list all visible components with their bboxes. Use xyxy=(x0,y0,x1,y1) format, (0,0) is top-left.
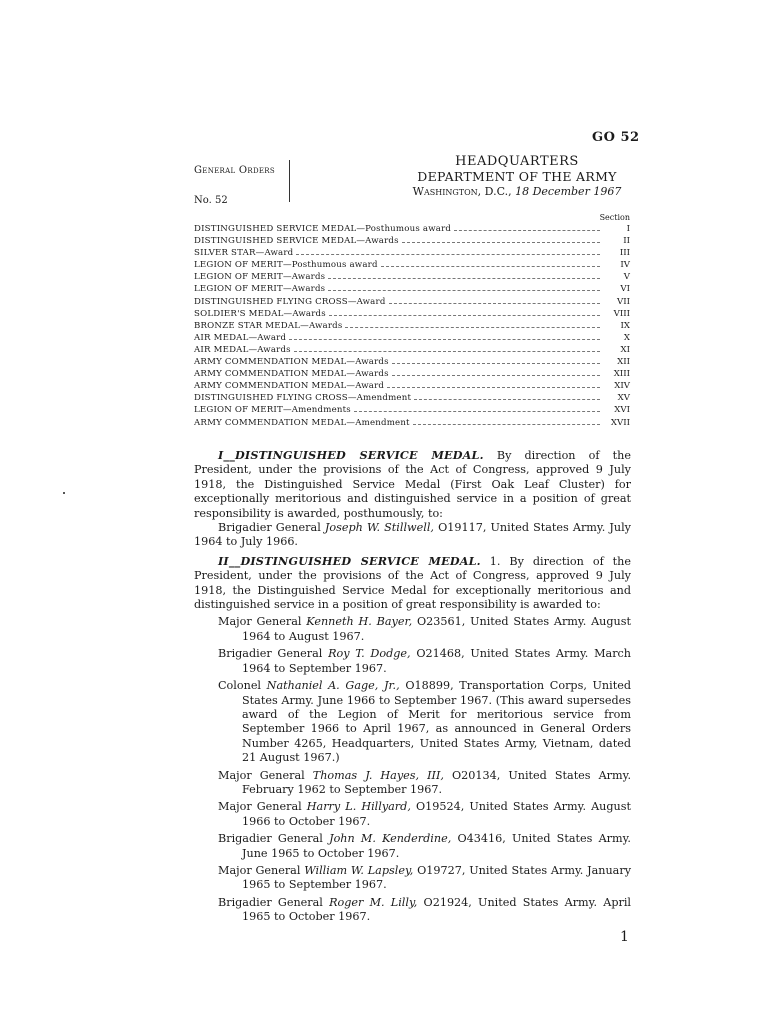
section-1-paragraph xyxy=(194,448,631,521)
recipient-name: Roger M. Lilly, xyxy=(329,895,418,909)
toc-section-number: IV xyxy=(620,260,630,271)
leader-dots xyxy=(402,242,600,243)
recipient-name: Harry L. Hillyard, xyxy=(306,800,411,814)
toc-row xyxy=(194,296,630,308)
leader-dots xyxy=(392,375,600,376)
leader-dots xyxy=(414,399,600,400)
leader-dots xyxy=(296,254,600,255)
toc-row xyxy=(194,392,630,404)
toc-row xyxy=(194,259,630,271)
toc-section-number: II xyxy=(623,236,630,247)
toc-section-number: XIV xyxy=(614,381,630,392)
recipient-details: O43416, United States Army. June 1965 to October 1967. xyxy=(242,832,631,860)
orders-number: No. 52 xyxy=(194,195,228,206)
toc-row xyxy=(194,308,630,320)
recipient-entry xyxy=(194,615,631,644)
toc-row xyxy=(194,320,630,332)
department-title: DEPARTMENT OF THE ARMY xyxy=(417,169,617,184)
toc-row xyxy=(194,223,630,235)
toc-title: AIR MEDAL—Awards xyxy=(194,344,291,355)
leader-dots xyxy=(328,290,600,291)
toc-title: SILVER STAR—Award xyxy=(194,248,294,259)
orders-block xyxy=(194,156,304,216)
recipient-name: Roy T. Dodge, xyxy=(328,647,411,661)
recipient-rank: Major General xyxy=(218,768,305,782)
leader-dots xyxy=(329,315,600,316)
place-date xyxy=(404,184,630,199)
toc-section-number: XIII xyxy=(613,369,630,380)
toc-title: ARMY COMMENDATION MEDAL—Awards xyxy=(194,357,389,368)
leader-dots xyxy=(289,339,600,340)
recipient-name: William W. Lapsley, xyxy=(304,863,414,877)
order-date: 18 December 1967 xyxy=(515,185,622,198)
toc-section-number: X xyxy=(623,332,630,343)
general-orders-label: General Orders xyxy=(194,165,275,176)
recipient-rank: Major General xyxy=(218,615,302,629)
document-code: GO 52 xyxy=(592,130,640,145)
section-2-paragraph xyxy=(194,554,631,613)
toc-title: BRONZE STAR MEDAL—Awards xyxy=(194,320,343,331)
toc-row xyxy=(194,404,630,416)
leader-dots xyxy=(294,351,600,352)
recipient-name: Kenneth H. Bayer, xyxy=(306,615,413,629)
toc-row xyxy=(194,356,630,368)
toc-row xyxy=(194,380,630,392)
toc-title: ARMY COMMENDATION MEDAL—Awards xyxy=(194,369,389,380)
toc-rows xyxy=(194,223,630,429)
toc-row xyxy=(194,235,630,247)
recipient-details: O20134, United States Army. February 1962 to September 1967. xyxy=(242,768,632,796)
recipient-details: O21924, United States Army. April 1965 to October 1967. xyxy=(242,895,631,924)
recipient-rank: Brigadier General xyxy=(218,521,321,535)
recipient-rank: Major General xyxy=(218,863,301,877)
recipient-entry xyxy=(194,647,631,676)
recipient-details: O21468, United States Army. March 1964 to September 1967. xyxy=(242,647,632,675)
toc-title: LEGION OF MERIT—Awards xyxy=(194,284,326,295)
toc-row xyxy=(194,247,630,259)
order-body xyxy=(194,448,631,925)
recipient-entry xyxy=(194,832,631,861)
table-of-contents xyxy=(194,212,630,429)
recipient-rank: Brigadier General xyxy=(218,895,323,909)
recipient-details: O18899, Transportation Corps, United States Army. June 1966 to September 1967. (This award supersedes award of the Legion of Merit for meritorious service from September 1966 to April 1967, as announced in General Orders Number 4265, Headquarters, United States Army, Vietnam, dated 21 August 1967.) xyxy=(242,679,631,765)
toc-row xyxy=(194,344,630,356)
toc-section-number: IX xyxy=(620,320,630,331)
recipient-entry xyxy=(194,896,631,925)
toc-row xyxy=(194,271,630,283)
toc-section-number: XVII xyxy=(610,417,630,428)
recipient-details: O23561, United States Army. August 1964 to August 1967. xyxy=(242,615,631,643)
section-2-recipients xyxy=(194,615,631,924)
recipient-details: O19117, United States Army. July 1964 to July 1966. xyxy=(194,521,631,549)
scan-speck xyxy=(63,492,65,494)
leader-dots xyxy=(345,327,600,328)
toc-section-number: VII xyxy=(617,296,630,307)
toc-section-number: VIII xyxy=(613,308,630,319)
toc-title: DISTINGUISHED SERVICE MEDAL—Posthumous award xyxy=(194,224,452,234)
leader-dots xyxy=(389,303,600,304)
recipient-entry xyxy=(194,800,631,829)
leader-dots xyxy=(328,278,600,279)
bracket-divider xyxy=(286,160,290,202)
toc-title: DISTINGUISHED FLYING CROSS—Award xyxy=(194,296,386,307)
recipient-name: Joseph W. Stillwell, xyxy=(324,521,434,535)
leader-dots xyxy=(381,266,600,267)
toc-title: SOLDIER'S MEDAL—Awards xyxy=(194,308,326,319)
recipient-rank: Brigadier General xyxy=(218,647,323,661)
recipient-rank: Colonel xyxy=(218,679,262,693)
toc-title: AIR MEDAL—Award xyxy=(194,332,287,343)
recipient-name: Thomas J. Hayes, III, xyxy=(312,768,444,782)
toc-row xyxy=(194,368,630,380)
leader-dots xyxy=(392,363,600,364)
toc-section-number: XII xyxy=(617,357,630,368)
section-2-title: II__DISTINGUISHED SERVICE MEDAL. xyxy=(218,553,481,568)
section-1-recipient xyxy=(194,521,631,550)
recipient-details: O19727, United States Army. January 1965 to September 1967. xyxy=(242,863,632,892)
toc-section-number: VI xyxy=(620,284,630,295)
page-number: 1 xyxy=(620,929,629,945)
city: Washington, D.C., xyxy=(412,185,512,198)
recipient-name: John M. Kenderdine, xyxy=(329,832,452,846)
leader-dots xyxy=(454,230,600,231)
leader-dots xyxy=(387,387,600,388)
toc-title: DISTINGUISHED FLYING CROSS—Amendment xyxy=(194,393,412,404)
toc-section-number: I xyxy=(626,224,630,234)
toc-title: ARMY COMMENDATION MEDAL—Award xyxy=(194,381,385,392)
recipient-rank: Brigadier General xyxy=(218,832,323,846)
toc-row xyxy=(194,332,630,344)
recipient-entry xyxy=(194,679,631,765)
section-1-title: I__DISTINGUISHED SERVICE MEDAL. xyxy=(218,448,484,462)
toc-section-number: XVI xyxy=(614,405,630,416)
toc-title: DISTINGUISHED SERVICE MEDAL—Awards xyxy=(194,236,399,247)
recipient-entry xyxy=(194,864,631,893)
recipient-entry xyxy=(194,769,631,798)
recipient-name: Nathaniel A. Gage, Jr., xyxy=(266,679,400,693)
headquarters-block xyxy=(404,154,630,199)
toc-title: LEGION OF MERIT—Awards xyxy=(194,272,326,283)
toc-section-number: V xyxy=(623,272,630,283)
headquarters-title: HEADQUARTERS xyxy=(455,154,579,169)
toc-section-number: III xyxy=(619,248,630,259)
section-2-text: 1. By direction of the President, under the provisions of the Act of Congress, approved 9 July 1918, the Distinguished Service Medal for exceptionally meritorious and distinguished service in a position of great responsibility is awarded to: xyxy=(194,554,631,612)
toc-title: ARMY COMMENDATION MEDAL—Amendment xyxy=(194,417,410,428)
toc-row xyxy=(194,417,630,429)
toc-title: LEGION OF MERIT—Posthumous award xyxy=(194,260,378,271)
toc-row xyxy=(194,283,630,295)
toc-section-number: XI xyxy=(620,344,630,355)
leader-dots xyxy=(354,411,600,412)
section-column-label: Section xyxy=(599,213,630,222)
toc-section-number: XV xyxy=(617,393,630,404)
leader-dots xyxy=(413,424,600,425)
recipient-rank: Major General xyxy=(218,800,302,814)
toc-title: LEGION OF MERIT—Amendments xyxy=(194,405,351,416)
section-1-text: By direction of the President, under the provisions of the Act of Congress, approved 9 July 1918, the Distinguished Service Medal (First Oak Leaf Cluster) for exceptionally meritorious and distinguished service in a position of great responsibility is awarded, posthumously, to: xyxy=(194,449,631,520)
recipient-details: O19524, United States Army. August 1966 to October 1967. xyxy=(242,800,631,828)
